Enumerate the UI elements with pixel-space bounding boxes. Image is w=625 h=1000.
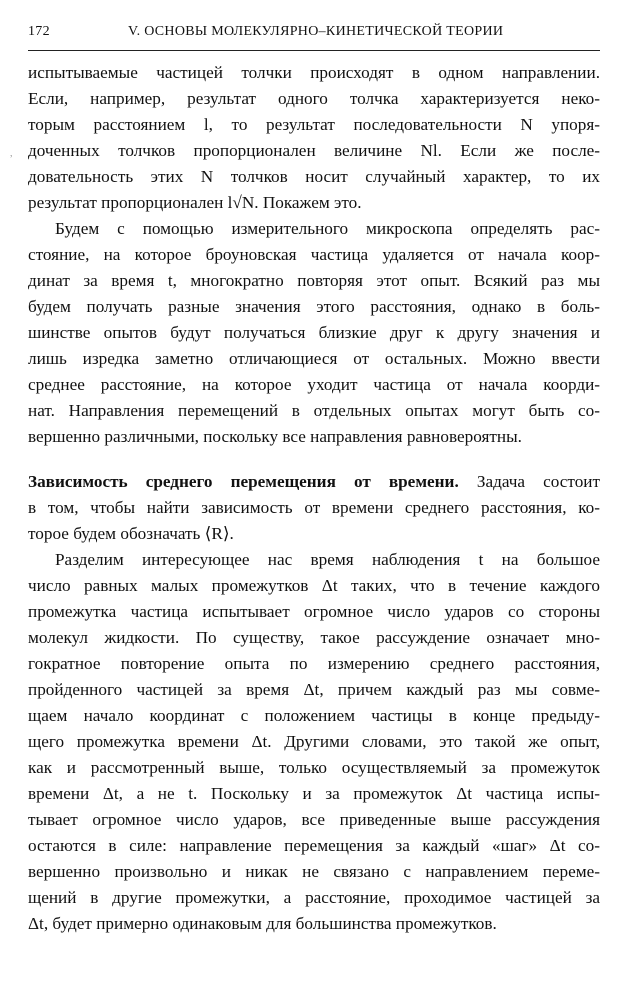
- text-line: Задача состоит: [458, 472, 600, 491]
- text-line: динат за время t, многократно повторяя этот опыт. Всякий раз мы: [28, 271, 600, 290]
- text-line: нат. Направления перемещений в отдельных опытах могут быть со-: [28, 401, 600, 420]
- text-line: вершенно произвольно и никак не связано с направлением переме-: [28, 862, 600, 881]
- running-header: [28, 22, 600, 48]
- running-title: V. ОСНОВЫ МОЛЕКУЛЯРНО–КИНЕТИЧЕСКОЙ ТЕОРИИ: [128, 24, 504, 39]
- page-number: 172: [28, 24, 50, 39]
- text-line: будем получать разные значения этого расстояния, однако в боль-: [28, 297, 600, 316]
- text-line: торое будем обозначать ⟨R⟩.: [28, 524, 234, 543]
- text-line: среднее расстояние, на которое уходит частица от начала коорди-: [28, 375, 600, 394]
- margin-mark: ,: [10, 148, 13, 159]
- text-line: молекул жидкости. По существу, такое рассуждение означает мно-: [28, 628, 600, 647]
- text-line: гократное повторение опыта по измерению среднего расстояния,: [28, 654, 600, 673]
- text-line: Будем с помощью измерительного микроскопа определять рас-: [55, 219, 600, 238]
- text-line: в том, чтобы найти зависимость от времени среднего расстояния, ко-: [28, 498, 600, 517]
- text-line: остаются в силе: направление перемещения за каждый «шаг» Δt со-: [28, 836, 600, 855]
- text-line: щаем начало координат с положением частицы в конце предыду-: [28, 706, 600, 725]
- text-line: вершенно различными, поскольку все направления равновероятны.: [28, 427, 522, 446]
- text-line: испытываемые частицей толчки происходят в одном направлении.: [28, 63, 600, 82]
- text-line: пройденного частицей за время Δt, причем каждый раз мы совме-: [28, 680, 600, 699]
- text-line: промежутка частица испытывает огромное число ударов со стороны: [28, 602, 600, 621]
- text-line: торым расстоянием l, то результат последовательности N упоря-: [28, 115, 600, 134]
- text-line: щений в другие промежутки, а расстояние, проходимое частицей за: [28, 888, 600, 907]
- text-line: щего промежутка времени Δt. Другими словами, это такой же опыт,: [28, 732, 600, 751]
- text-line: времени Δt, а не t. Поскольку и за промежуток Δt частица испы-: [28, 784, 600, 803]
- text-line: лишь изредка заметно отличающиеся от остальных. Можно ввести: [28, 349, 600, 368]
- text-line: результат пропорционален l√N. Покажем это.: [28, 193, 362, 212]
- text-line: шинстве опытов будут получаться близкие друг к другу значения и: [28, 323, 600, 342]
- text-line: тывает огромное число ударов, все приведенные выше рассуждения: [28, 810, 600, 829]
- text-line: доченных толчков пропорционален величине Nl. Если же после-: [28, 141, 600, 160]
- text-line: как и рассмотренный выше, только осуществляемый за промежуток: [28, 758, 600, 777]
- header-divider: [28, 50, 600, 51]
- text-line: Разделим интересующее нас время наблюдения t на большое: [55, 550, 600, 569]
- text-line: число равных малых промежутков Δt таких, что в течение каждого: [28, 576, 600, 595]
- text-line: Δt, будет примерно одинаковым для большинства промежутков.: [28, 914, 497, 933]
- text-line: довательность этих N толчков носит случайный характер, то их: [28, 167, 600, 186]
- section-heading: Зависимость среднего перемещения от времени.: [28, 472, 459, 491]
- text-line: стояние, на которое броуновская частица удаляется от начала коор-: [28, 245, 600, 264]
- section-heading-line: [28, 469, 600, 495]
- text-line: Если, например, результат одного толчка характеризуется неко-: [28, 89, 600, 108]
